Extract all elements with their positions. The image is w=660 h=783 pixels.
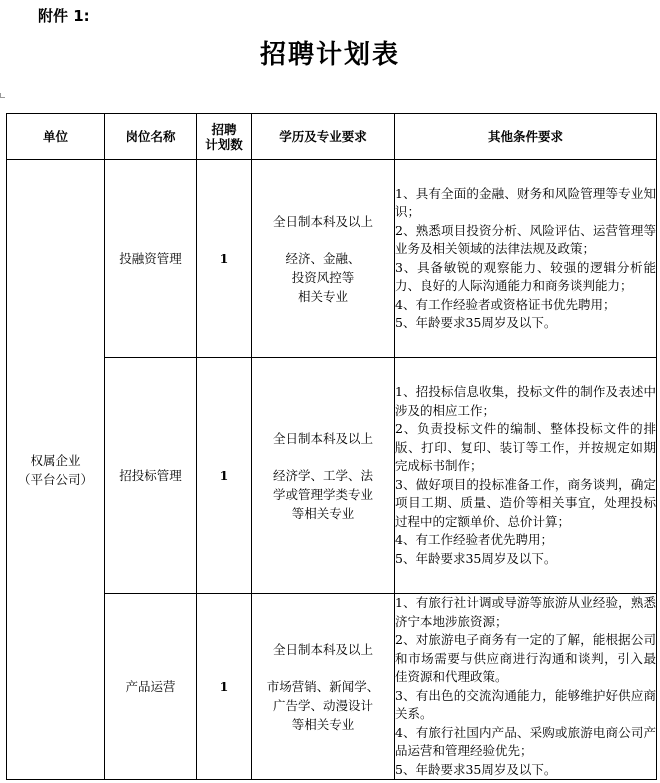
- attachment-label: 附件 1:: [38, 7, 90, 25]
- condition-item: 2、熟悉项目投资分析、风险评估、运营管理等业务及相关领域的法律法规及政策；: [395, 222, 656, 256]
- edu-major-line: 投资风控等: [291, 269, 355, 285]
- unit-line2: （平台公司）: [17, 471, 93, 487]
- condition-item: 2、负责投标文件的编制、整体投标文件的排版、打印、复印、装订等工作，并按规定如期完成标书制作；: [395, 421, 656, 473]
- condition-item: 4、有旅行社国内产品、采购或旅游电商公司产品运营和管理经验优先；: [395, 724, 656, 758]
- edu-major-line: 等相关专业: [291, 505, 355, 521]
- edu-degree: 全日制本科及以上: [272, 430, 373, 446]
- conditions-cell: [395, 358, 657, 594]
- condition-item: 5、年龄要求35周岁及以下。: [395, 550, 557, 566]
- condition-item: 5、年龄要求35周岁及以下。: [395, 315, 557, 330]
- header-count: [197, 114, 252, 160]
- table-row: [7, 594, 657, 780]
- unit-line1: 权属企业: [30, 452, 81, 468]
- position-cell: 投融资管理: [105, 160, 197, 358]
- edu-major-line: 相关专业: [297, 288, 348, 304]
- condition-item: 4、有工作经验者或资格证书优先聘用；: [395, 296, 616, 312]
- header-count-line1: 招聘: [211, 121, 237, 137]
- condition-item: 4、有工作经验者优先聘用；: [395, 532, 553, 547]
- condition-item: 3、有出色的交流沟通能力，能够维护好供应商关系。: [395, 687, 656, 721]
- page-title: 招聘计划表: [259, 40, 400, 70]
- count-cell: 1: [197, 160, 252, 358]
- education-cell: [252, 160, 395, 358]
- condition-item: 1、招投标信息收集，投标文件的制作及表述中涉及的相应工作；: [395, 384, 656, 418]
- header-conditions: 其他条件要求: [395, 114, 657, 160]
- recruitment-plan-table: [6, 113, 657, 780]
- position-cell: 招投标管理: [105, 358, 197, 594]
- conditions-cell: [395, 160, 657, 358]
- edu-major-line: 经济学、工学、法: [272, 467, 373, 483]
- edu-major-line: 学或管理学类专业: [272, 486, 373, 502]
- edu-degree: 全日制本科及以上: [272, 213, 373, 229]
- condition-item: 1、具有全面的金融、财务和风险管理等专业知识；: [395, 185, 656, 219]
- condition-item: 2、对旅游电子商务有一定的了解，能根据公司和市场需要与供应商进行沟通和谈判，引入最佳资源和代理政策。: [395, 632, 656, 684]
- condition-item: 1、有旅行社计调或导游等旅游从业经验，熟悉济宁本地涉旅资源；: [395, 595, 656, 629]
- position-cell: 产品运营: [105, 594, 197, 780]
- education-cell: [252, 594, 395, 780]
- count-cell: 1: [197, 594, 252, 780]
- condition-item: 3、做好项目的投标准备工作，商务谈判，确定项目工期、质量、造价等相关事宜，处理投标过程中的定额单价、总价计算；: [395, 476, 656, 529]
- edu-major-line: 经济、金融、: [285, 250, 361, 266]
- table-header-row: [7, 114, 657, 160]
- table-row: [7, 160, 657, 358]
- header-education: 学历及专业要求: [252, 114, 395, 160]
- edu-major-line: 广告学、动漫设计: [272, 697, 373, 713]
- education-cell: [252, 358, 395, 594]
- count-cell: 1: [197, 358, 252, 594]
- edu-degree: 全日制本科及以上: [272, 641, 373, 657]
- unit-cell: [7, 160, 105, 780]
- edu-major-line: 等相关专业: [291, 716, 355, 732]
- margin-mark: [0, 93, 5, 98]
- condition-item: 5、年龄要求35周岁及以下。: [395, 761, 557, 777]
- header-count-line2: 计划数: [205, 136, 243, 152]
- conditions-cell: [395, 594, 657, 780]
- edu-major-line: 市场营销、新闻学、: [266, 678, 380, 694]
- condition-item: 3、具备敏锐的观察能力、较强的逻辑分析能力、良好的人际沟通能力和商务谈判能力；: [395, 259, 656, 293]
- table-row: [7, 358, 657, 594]
- header-unit: 单位: [7, 114, 105, 160]
- header-position: 岗位名称: [105, 114, 197, 160]
